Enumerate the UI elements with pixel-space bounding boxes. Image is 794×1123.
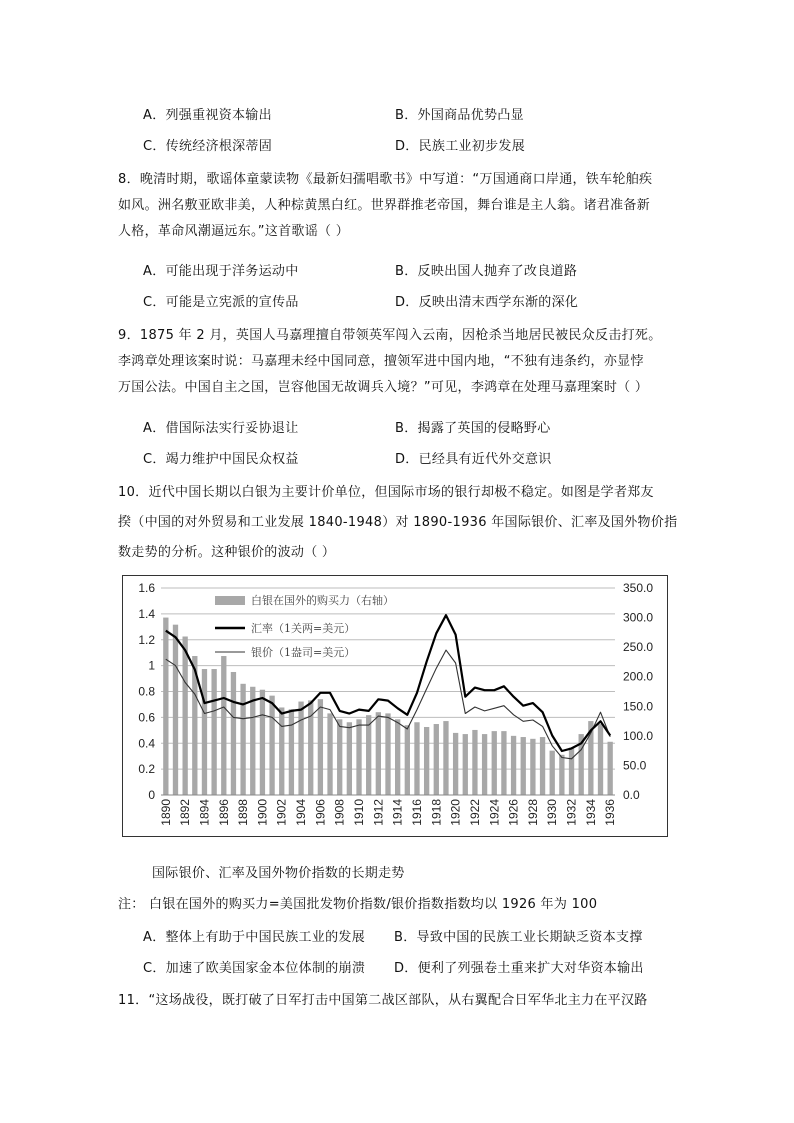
bar-silver-purchasing-power <box>482 734 487 795</box>
y-left-tick-label: 0.8 <box>138 684 155 699</box>
bar-silver-purchasing-power <box>608 742 613 795</box>
bar-silver-purchasing-power <box>356 719 361 795</box>
legend-bars-label: 白银在国外的购买力（右轴） <box>251 594 394 607</box>
legend-silver-label: 银价（1盎司=美元） <box>251 646 356 659</box>
q8-stem-line-3: 人格，革命风潮逼远东。”这首歌谣（ ） <box>118 224 350 239</box>
legend-rate-label: 汇率（1关两=美元） <box>251 622 356 635</box>
bar-silver-purchasing-power <box>173 625 178 795</box>
x-tick-label: 1936 <box>603 799 618 826</box>
bar-silver-purchasing-power <box>327 713 332 795</box>
x-tick-label: 1914 <box>390 799 405 826</box>
bar-silver-purchasing-power <box>598 724 603 795</box>
y-left-tick-label: 0.6 <box>138 710 155 725</box>
y-right-tick-label: 100.0 <box>623 728 654 743</box>
q10-option-a: A．整体上有助于中国民族工业的发展 <box>143 930 365 945</box>
q10-stem-line-3: 数走势的分析。这种银价的波动（ ） <box>118 545 336 560</box>
q10-option-d: D．便利了列强卷土重来扩大对华资本输出 <box>394 961 644 976</box>
bar-silver-purchasing-power <box>337 719 342 795</box>
y-left-tick-label: 0 <box>148 788 155 802</box>
y-right-tick-label: 150.0 <box>623 699 654 714</box>
q10-option-b: B．导致中国的民族工业长期缺乏资本支撑 <box>394 930 643 945</box>
bar-silver-purchasing-power <box>211 669 216 795</box>
y-right-tick-label: 0.0 <box>623 788 640 802</box>
x-tick-label: 1930 <box>545 799 560 826</box>
x-tick-label: 1926 <box>506 799 521 826</box>
y-left-tick-label: 1 <box>148 658 155 673</box>
x-tick-label: 1928 <box>525 799 540 826</box>
x-tick-label: 1934 <box>583 799 598 826</box>
bar-silver-purchasing-power <box>231 672 236 795</box>
bar-silver-purchasing-power <box>385 713 390 795</box>
bar-silver-purchasing-power <box>540 737 545 795</box>
y-left-tick-label: 1.6 <box>138 581 155 595</box>
bar-silver-purchasing-power <box>318 699 323 795</box>
bar-silver-purchasing-power <box>530 739 535 795</box>
q8-stem-line-1: 8．晚清时期，歌谣体童蒙读物《最新妇孺唱歌书》中写道：“万国通商口岸通，铁车轮舶疾 <box>118 172 653 187</box>
bar-silver-purchasing-power <box>279 707 284 795</box>
q8-option-d: D．反映出清末西学东渐的深化 <box>395 295 579 310</box>
x-tick-label: 1924 <box>487 799 502 826</box>
q9-option-c: C．竭力维护中国民众权益 <box>143 452 299 467</box>
x-tick-label: 1908 <box>332 799 347 826</box>
bar-silver-purchasing-power <box>521 737 526 795</box>
bar-silver-purchasing-power <box>492 731 497 795</box>
x-tick-label: 1892 <box>178 799 193 826</box>
bar-silver-purchasing-power <box>472 730 477 795</box>
x-tick-label: 1922 <box>467 799 482 826</box>
bar-silver-purchasing-power <box>260 690 265 795</box>
x-tick-label: 1902 <box>274 799 289 826</box>
bar-silver-purchasing-power <box>366 715 371 795</box>
bar-silver-purchasing-power <box>395 719 400 795</box>
bar-silver-purchasing-power <box>550 751 555 795</box>
silver-price-chart <box>122 575 668 837</box>
x-tick-label: 1910 <box>352 799 367 826</box>
q8-stem-line-2: 如风。洲名敷亚欧非美，人种棕黄黑白红。世界群推老帝国，舞台谁是主人翁。诸君准备新 <box>118 198 651 213</box>
bar-silver-purchasing-power <box>250 687 255 795</box>
q8-option-c: C．可能是立宪派的宣传品 <box>143 295 299 310</box>
q8-option-b: B．反映出国人抛弃了改良道路 <box>395 264 578 279</box>
x-tick-label: 1918 <box>429 799 444 826</box>
y-right-tick-label: 50.0 <box>623 758 647 773</box>
q9-stem-line-2: 李鸿章处理该案时说：马嘉理未经中国同意，擅领军进中国内地，“不独有违条约，亦显悖 <box>118 354 644 369</box>
bar-silver-purchasing-power <box>501 731 506 795</box>
x-tick-label: 1900 <box>255 799 270 826</box>
x-tick-label: 1896 <box>216 799 231 826</box>
bar-silver-purchasing-power <box>202 669 207 795</box>
bar-silver-purchasing-power <box>376 712 381 795</box>
y-left-tick-label: 0.2 <box>138 762 155 777</box>
x-tick-label: 1906 <box>313 799 328 826</box>
chart-canvas <box>123 576 669 838</box>
q7-option-d: D．民族工业初步发展 <box>395 139 526 154</box>
bar-silver-purchasing-power <box>424 727 429 795</box>
bar-silver-purchasing-power <box>221 656 226 795</box>
q8-option-a: A．可能出现于洋务运动中 <box>143 264 299 279</box>
y-right-tick-label: 200.0 <box>623 669 654 684</box>
x-tick-label: 1904 <box>294 799 309 826</box>
bar-silver-purchasing-power <box>559 755 564 795</box>
x-tick-label: 1916 <box>409 799 424 826</box>
q9-stem-line-1: 9．1875 年 2 月，英国人马嘉理擅自带领英军闯入云南，因枪杀当地居民被民众反击打死。 <box>118 328 662 343</box>
bar-silver-purchasing-power <box>289 709 294 795</box>
q7-option-a: A．列强重视资本输出 <box>143 108 272 123</box>
x-tick-label: 1912 <box>371 799 386 826</box>
legend-bars-swatch <box>215 596 245 605</box>
y-right-tick-label: 350.0 <box>623 581 654 595</box>
bar-silver-purchasing-power <box>269 696 274 795</box>
q10-stem-line-2: 揆（中国的对外贸易和工业发展 1840-1948）对 1890-1936 年国际银价、汇率及国外物价指 <box>118 515 678 530</box>
bar-silver-purchasing-power <box>163 618 168 795</box>
y-left-tick-label: 1.4 <box>138 606 155 621</box>
x-tick-label: 1920 <box>448 799 463 826</box>
q10-option-c: C．加速了欧美国家金本位体制的崩溃 <box>143 961 366 976</box>
bar-silver-purchasing-power <box>569 748 574 795</box>
bar-silver-purchasing-power <box>443 721 448 795</box>
bar-silver-purchasing-power <box>414 722 419 795</box>
q7-option-b: B．外国商品优势凸显 <box>395 108 524 123</box>
y-left-tick-label: 1.2 <box>138 632 155 647</box>
q7-option-c: C．传统经济根深蒂固 <box>143 139 273 154</box>
q9-option-a: A．借国际法实行妥协退让 <box>143 421 299 436</box>
bar-silver-purchasing-power <box>463 734 468 795</box>
bar-silver-purchasing-power <box>182 636 187 795</box>
bar-silver-purchasing-power <box>298 702 303 795</box>
bar-silver-purchasing-power <box>240 684 245 795</box>
bar-silver-purchasing-power <box>347 722 352 795</box>
bar-silver-purchasing-power <box>434 724 439 795</box>
x-tick-label: 1932 <box>564 799 579 826</box>
q9-stem-line-3: 万国公法。中国自主之国，岂容他国无故调兵入境？”可见，李鸿章在处理马嘉理案时（ ） <box>118 380 649 395</box>
y-left-tick-label: 0.4 <box>138 736 155 751</box>
chart-note: 注： 白银在国外的购买力=美国批发物价指数/银价指数指数均以 1926 年为 100 <box>118 897 598 912</box>
y-right-tick-label: 250.0 <box>623 640 654 655</box>
bar-silver-purchasing-power <box>511 736 516 795</box>
bar-silver-purchasing-power <box>405 725 410 795</box>
chart-caption: 国际银价、汇率及国外物价指数的长期走势 <box>152 866 405 881</box>
bar-silver-purchasing-power <box>453 733 458 795</box>
y-right-tick-label: 300.0 <box>623 610 654 625</box>
q11-stem-line-1: 11．“这场战役，既打破了日军打击中国第二战区部队，从右翼配合日军华北主力在平汉路 <box>118 993 648 1008</box>
q10-stem-line-1: 10．近代中国长期以白银为主要计价单位，但国际市场的银行却极不稳定。如图是学者郑友 <box>118 485 654 500</box>
x-tick-label: 1898 <box>236 799 251 826</box>
q9-option-b: B．揭露了英国的侵略野心 <box>395 421 551 436</box>
x-tick-label: 1890 <box>158 799 173 826</box>
q9-option-d: D．已经具有近代外交意识 <box>395 452 552 467</box>
x-tick-label: 1894 <box>197 799 212 826</box>
